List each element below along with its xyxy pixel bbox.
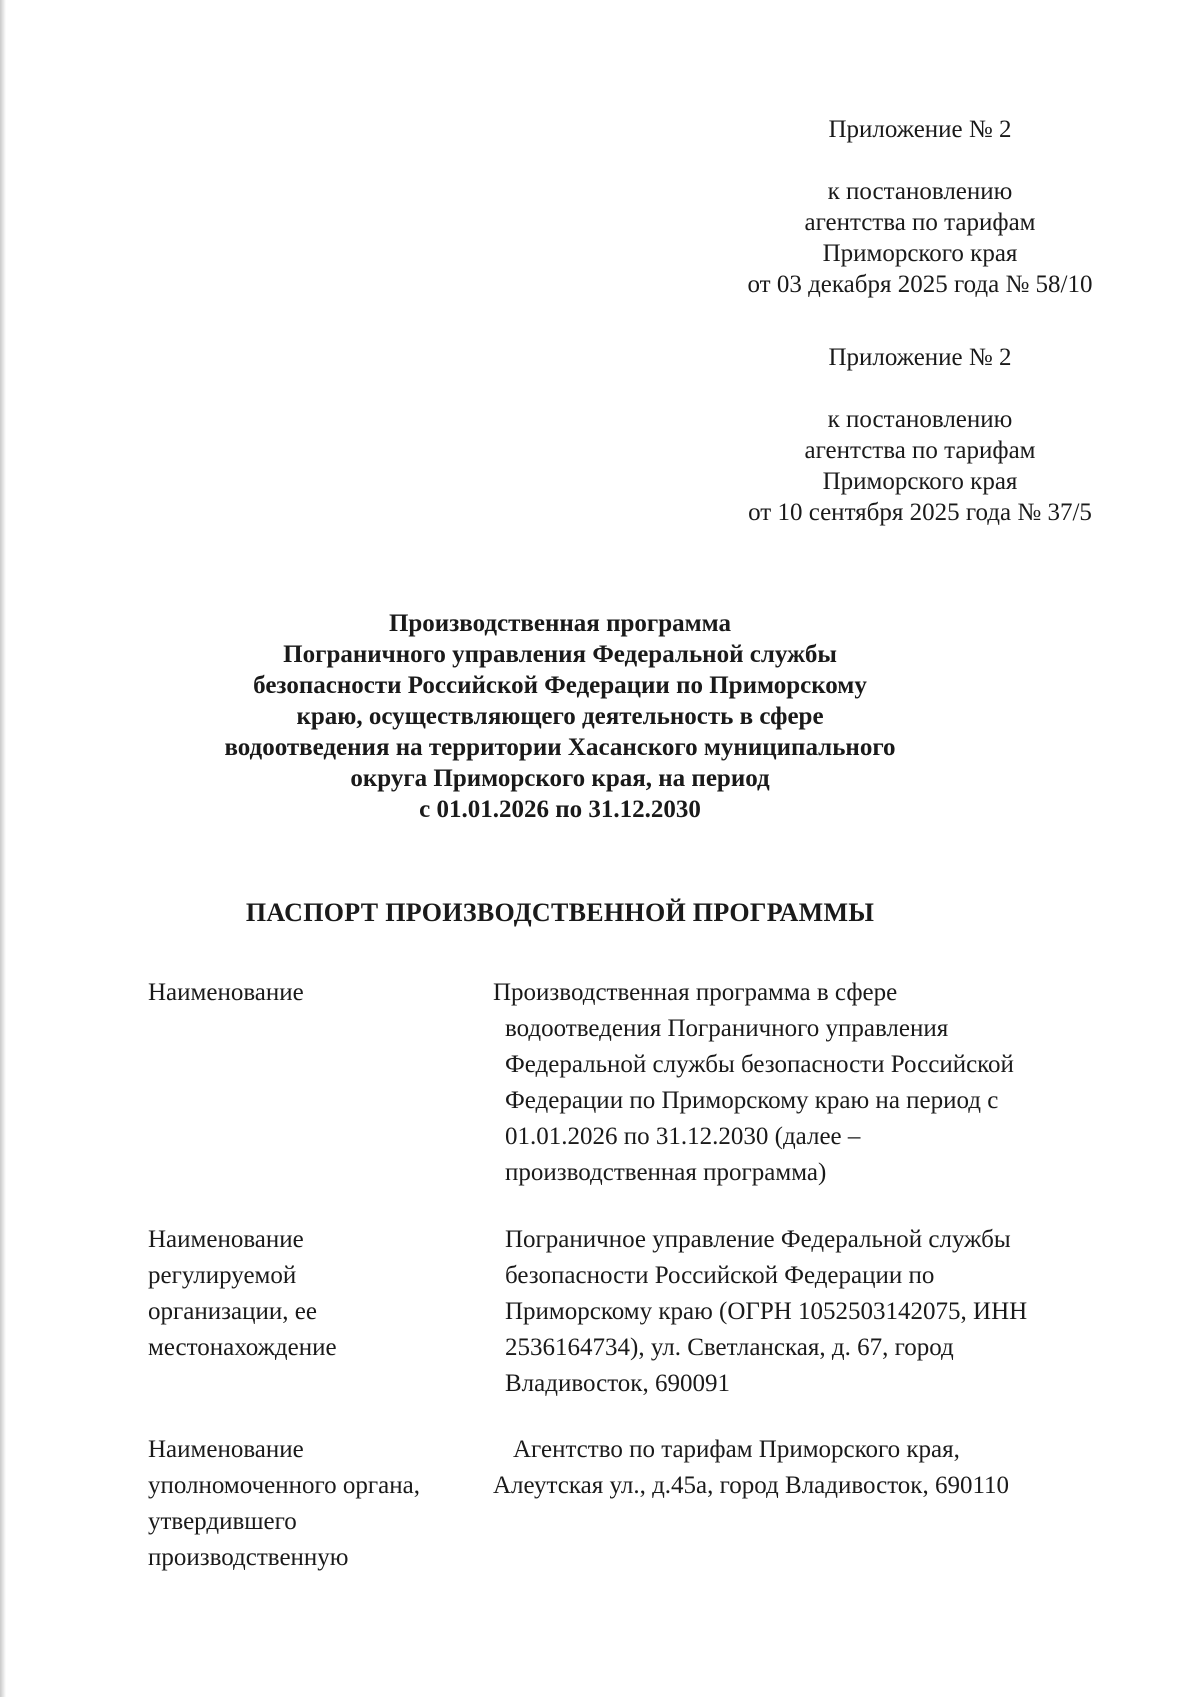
appendix-title: Приложение № 2 bbox=[828, 116, 1012, 143]
appendix-line: к постановлению bbox=[827, 406, 1013, 433]
appendix-line: агентства по тарифам bbox=[804, 437, 1036, 464]
appendix-date-number: от 10 сентября 2025 года № 37/5 bbox=[748, 499, 1092, 526]
program-title-period: с 01.01.2026 по 31.12.2030 bbox=[419, 796, 701, 823]
appendix-header-1 bbox=[700, 114, 1140, 300]
appendix-line: к постановлению bbox=[827, 178, 1013, 205]
appendix-line: Приморского края bbox=[822, 468, 1018, 495]
appendix-line: агентства по тарифам bbox=[804, 209, 1036, 236]
passport-row-label-organization: Наименование регулируемой организации, ее местонахождение bbox=[148, 1226, 337, 1361]
passport-row-value-name: Производственная программа в сфере водоотведения Пограничного управления Федеральной службы безопасности Российской Федерации по Приморскому краю на период с 01.01.2026 по 31.12.2030 (далее – производственная программа) bbox=[493, 979, 1014, 1186]
program-title-line: водоотведения на территории Хасанского муниципального bbox=[224, 734, 896, 761]
appendix-line: Приморского края bbox=[822, 240, 1018, 267]
passport-heading: ПАСПОРТ ПРОИЗВОДСТВЕННОЙ ПРОГРАММЫ bbox=[245, 898, 875, 927]
appendix-header-2 bbox=[700, 342, 1140, 528]
scan-edge-shadow bbox=[0, 0, 6, 1697]
program-title-line: Производственная программа bbox=[388, 610, 732, 637]
appendix-title: Приложение № 2 bbox=[828, 344, 1012, 371]
program-title-line: округа Приморского края, на период bbox=[350, 765, 770, 792]
program-title bbox=[150, 608, 970, 825]
passport-row-value-organization: Пограничное управление Федеральной службы безопасности Российской Федерации по Приморскому краю (ОГРН 1052503142075, ИНН 2536164734), ул. Светланская, д. 67, город Владивосток, 690091 bbox=[505, 1226, 1028, 1397]
passport-row-label-authority: Наименование уполномоченного органа, утвердившего производственную bbox=[148, 1436, 420, 1571]
passport-row-label-name: Наименование bbox=[148, 979, 304, 1006]
appendix-date-number: от 03 декабря 2025 года № 58/10 bbox=[747, 271, 1093, 298]
passport-row-value-authority: Агентство по тарифам Приморского края, Алеутская ул., д.45а, город Владивосток, 690110 bbox=[493, 1436, 1010, 1499]
program-title-line: безопасности Российской Федерации по Приморскому bbox=[253, 672, 867, 699]
program-title-line: краю, осуществляющего деятельность в сфере bbox=[296, 703, 824, 730]
program-title-line: Пограничного управления Федеральной службы bbox=[283, 641, 837, 668]
